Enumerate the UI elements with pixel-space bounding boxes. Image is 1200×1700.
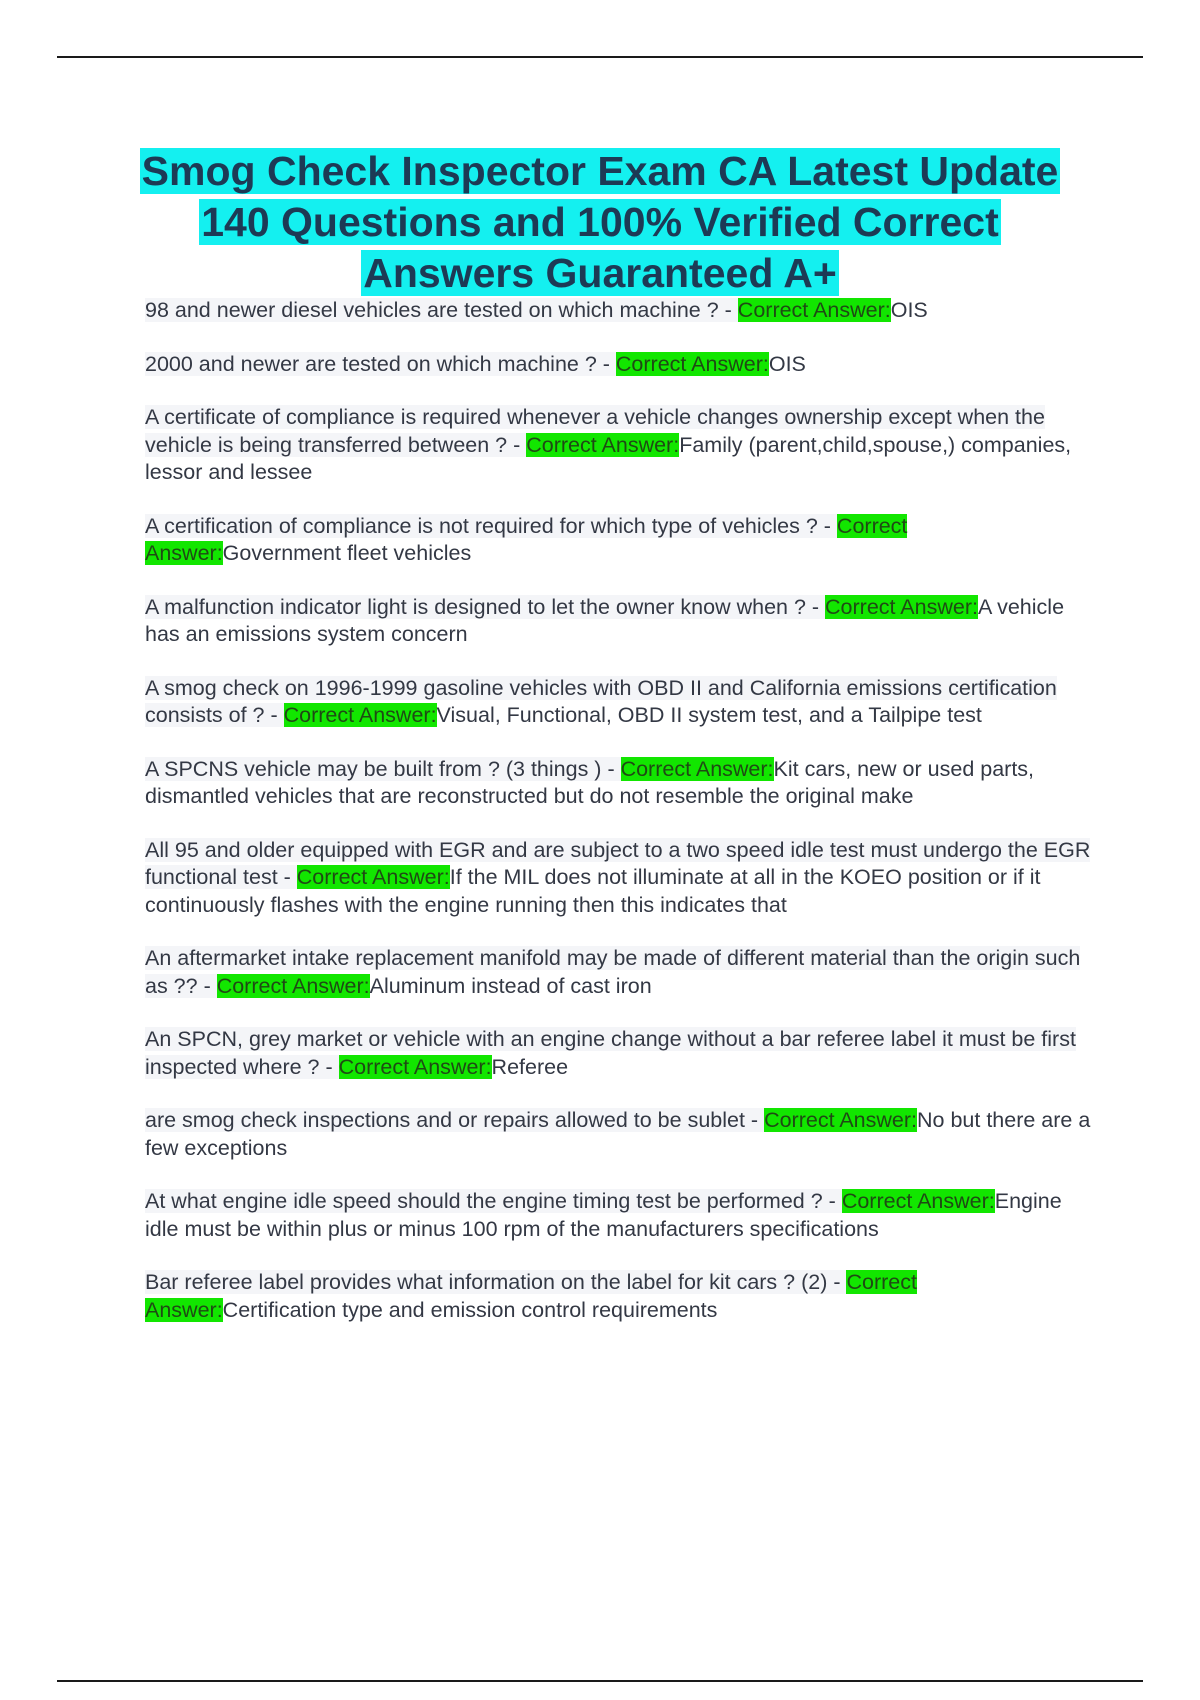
- top-rule: [57, 56, 1143, 58]
- correct-answer-label: Correct Answer:: [216, 973, 370, 998]
- answer-text: OIS: [768, 351, 806, 376]
- qa-item: [145, 594, 1095, 649]
- answer-text: Engine idle must be within plus or minus 100 rpm of the manufacturers specifications: [145, 1189, 1062, 1241]
- question-text: Bar referee label provides what information on the label for kit cars ? (2) -: [145, 1270, 847, 1294]
- correct-answer-label: Correct Answer:: [283, 703, 437, 727]
- question-text: A malfunction indicator light is designed to let the owner know when ? -: [145, 594, 826, 619]
- bottom-rule: [57, 1680, 1143, 1682]
- question-text: 2000 and newer are tested on which machine ? -: [145, 351, 616, 376]
- qa-item: [145, 945, 1095, 1000]
- answer-text: Visual, Functional, OBD II system test, and a Tailpipe test: [436, 703, 982, 727]
- correct-answer-label: Correct Answer:: [825, 594, 978, 619]
- question-text: All 95 and older equipped with EGR and are subject to a two speed idle test must undergo the EGR functional test -: [145, 837, 1091, 889]
- qa-item: [145, 513, 1095, 568]
- question-text: 98 and newer diesel vehicles are tested on which machine ? -: [145, 298, 738, 322]
- qa-item: [145, 297, 1095, 325]
- qa-item: [145, 756, 1095, 811]
- question-text: are smog check inspections and or repairs allowed to be sublet -: [145, 1108, 765, 1132]
- question-text: A certification of compliance is not required for which type of vehicles ? -: [145, 513, 837, 538]
- correct-answer-label: Correct Answer:: [841, 1189, 995, 1213]
- qa-item: [145, 1188, 1095, 1243]
- answer-text: No but there are a few exceptions: [145, 1108, 1091, 1160]
- qa-item: [145, 675, 1095, 730]
- question-text: An aftermarket intake replacement manifold may be made of different material than the origin such as ?? -: [145, 946, 1081, 998]
- question-text: An SPCN, grey market or vehicle with an engine change without a bar referee label it must be first inspected where ? -: [145, 1027, 1076, 1079]
- question-answer-list: [145, 297, 1095, 1350]
- qa-item: [145, 1107, 1095, 1162]
- correct-answer-label: Correct Answer:: [145, 1270, 917, 1322]
- document-title: Smog Check Inspector Exam CA Latest Update 140 Questions and 100% Verified Correct Answers Guaranteed A+: [141, 148, 1059, 296]
- answer-text: If the MIL does not illuminate at all in the KOEO position or if it continuously flashes with the engine running then this indicates that: [145, 865, 1041, 917]
- answer-text: Kit cars, new or used parts, dismantled vehicles that are reconstructed but do not resemble the original make: [145, 756, 1035, 808]
- correct-answer-label: Correct Answer:: [615, 351, 769, 376]
- correct-answer-label: Correct Answer:: [620, 756, 774, 781]
- question-text: A SPCNS vehicle may be built from ? (3 things ) -: [145, 756, 621, 781]
- answer-text: A vehicle has an emissions system concern: [145, 594, 1065, 646]
- qa-item: [145, 1269, 1095, 1324]
- correct-answer-label: Correct Answer:: [145, 513, 908, 565]
- correct-answer-label: Correct Answer:: [764, 1108, 917, 1132]
- correct-answer-label: Correct Answer:: [338, 1054, 492, 1079]
- question-text: A certificate of compliance is required whenever a vehicle changes ownership except when the vehicle is being transferred between ? -: [145, 405, 1045, 457]
- answer-text: Certification type and emission control requirements: [222, 1297, 718, 1322]
- qa-item: [145, 351, 1095, 379]
- correct-answer-label: Correct Answer:: [737, 298, 891, 322]
- qa-item: [145, 837, 1095, 920]
- answer-text: Referee: [491, 1054, 569, 1079]
- question-text: A smog check on 1996-1999 gasoline vehicles with OBD II and California emissions certification consists of ? -: [145, 675, 1057, 727]
- answer-text: Family (parent,child,spouse,) companies, lessor and lessee: [145, 432, 1072, 484]
- qa-item: [145, 404, 1095, 487]
- correct-answer-label: Correct Answer:: [296, 865, 450, 889]
- document-title-block: [120, 146, 1080, 299]
- answer-text: OIS: [890, 298, 928, 322]
- answer-text: Government fleet vehicles: [222, 541, 472, 565]
- qa-item: [145, 1026, 1095, 1081]
- answer-text: Aluminum instead of cast iron: [369, 973, 652, 998]
- question-text: At what engine idle speed should the engine timing test be performed ? -: [145, 1189, 842, 1213]
- correct-answer-label: Correct Answer:: [526, 432, 680, 457]
